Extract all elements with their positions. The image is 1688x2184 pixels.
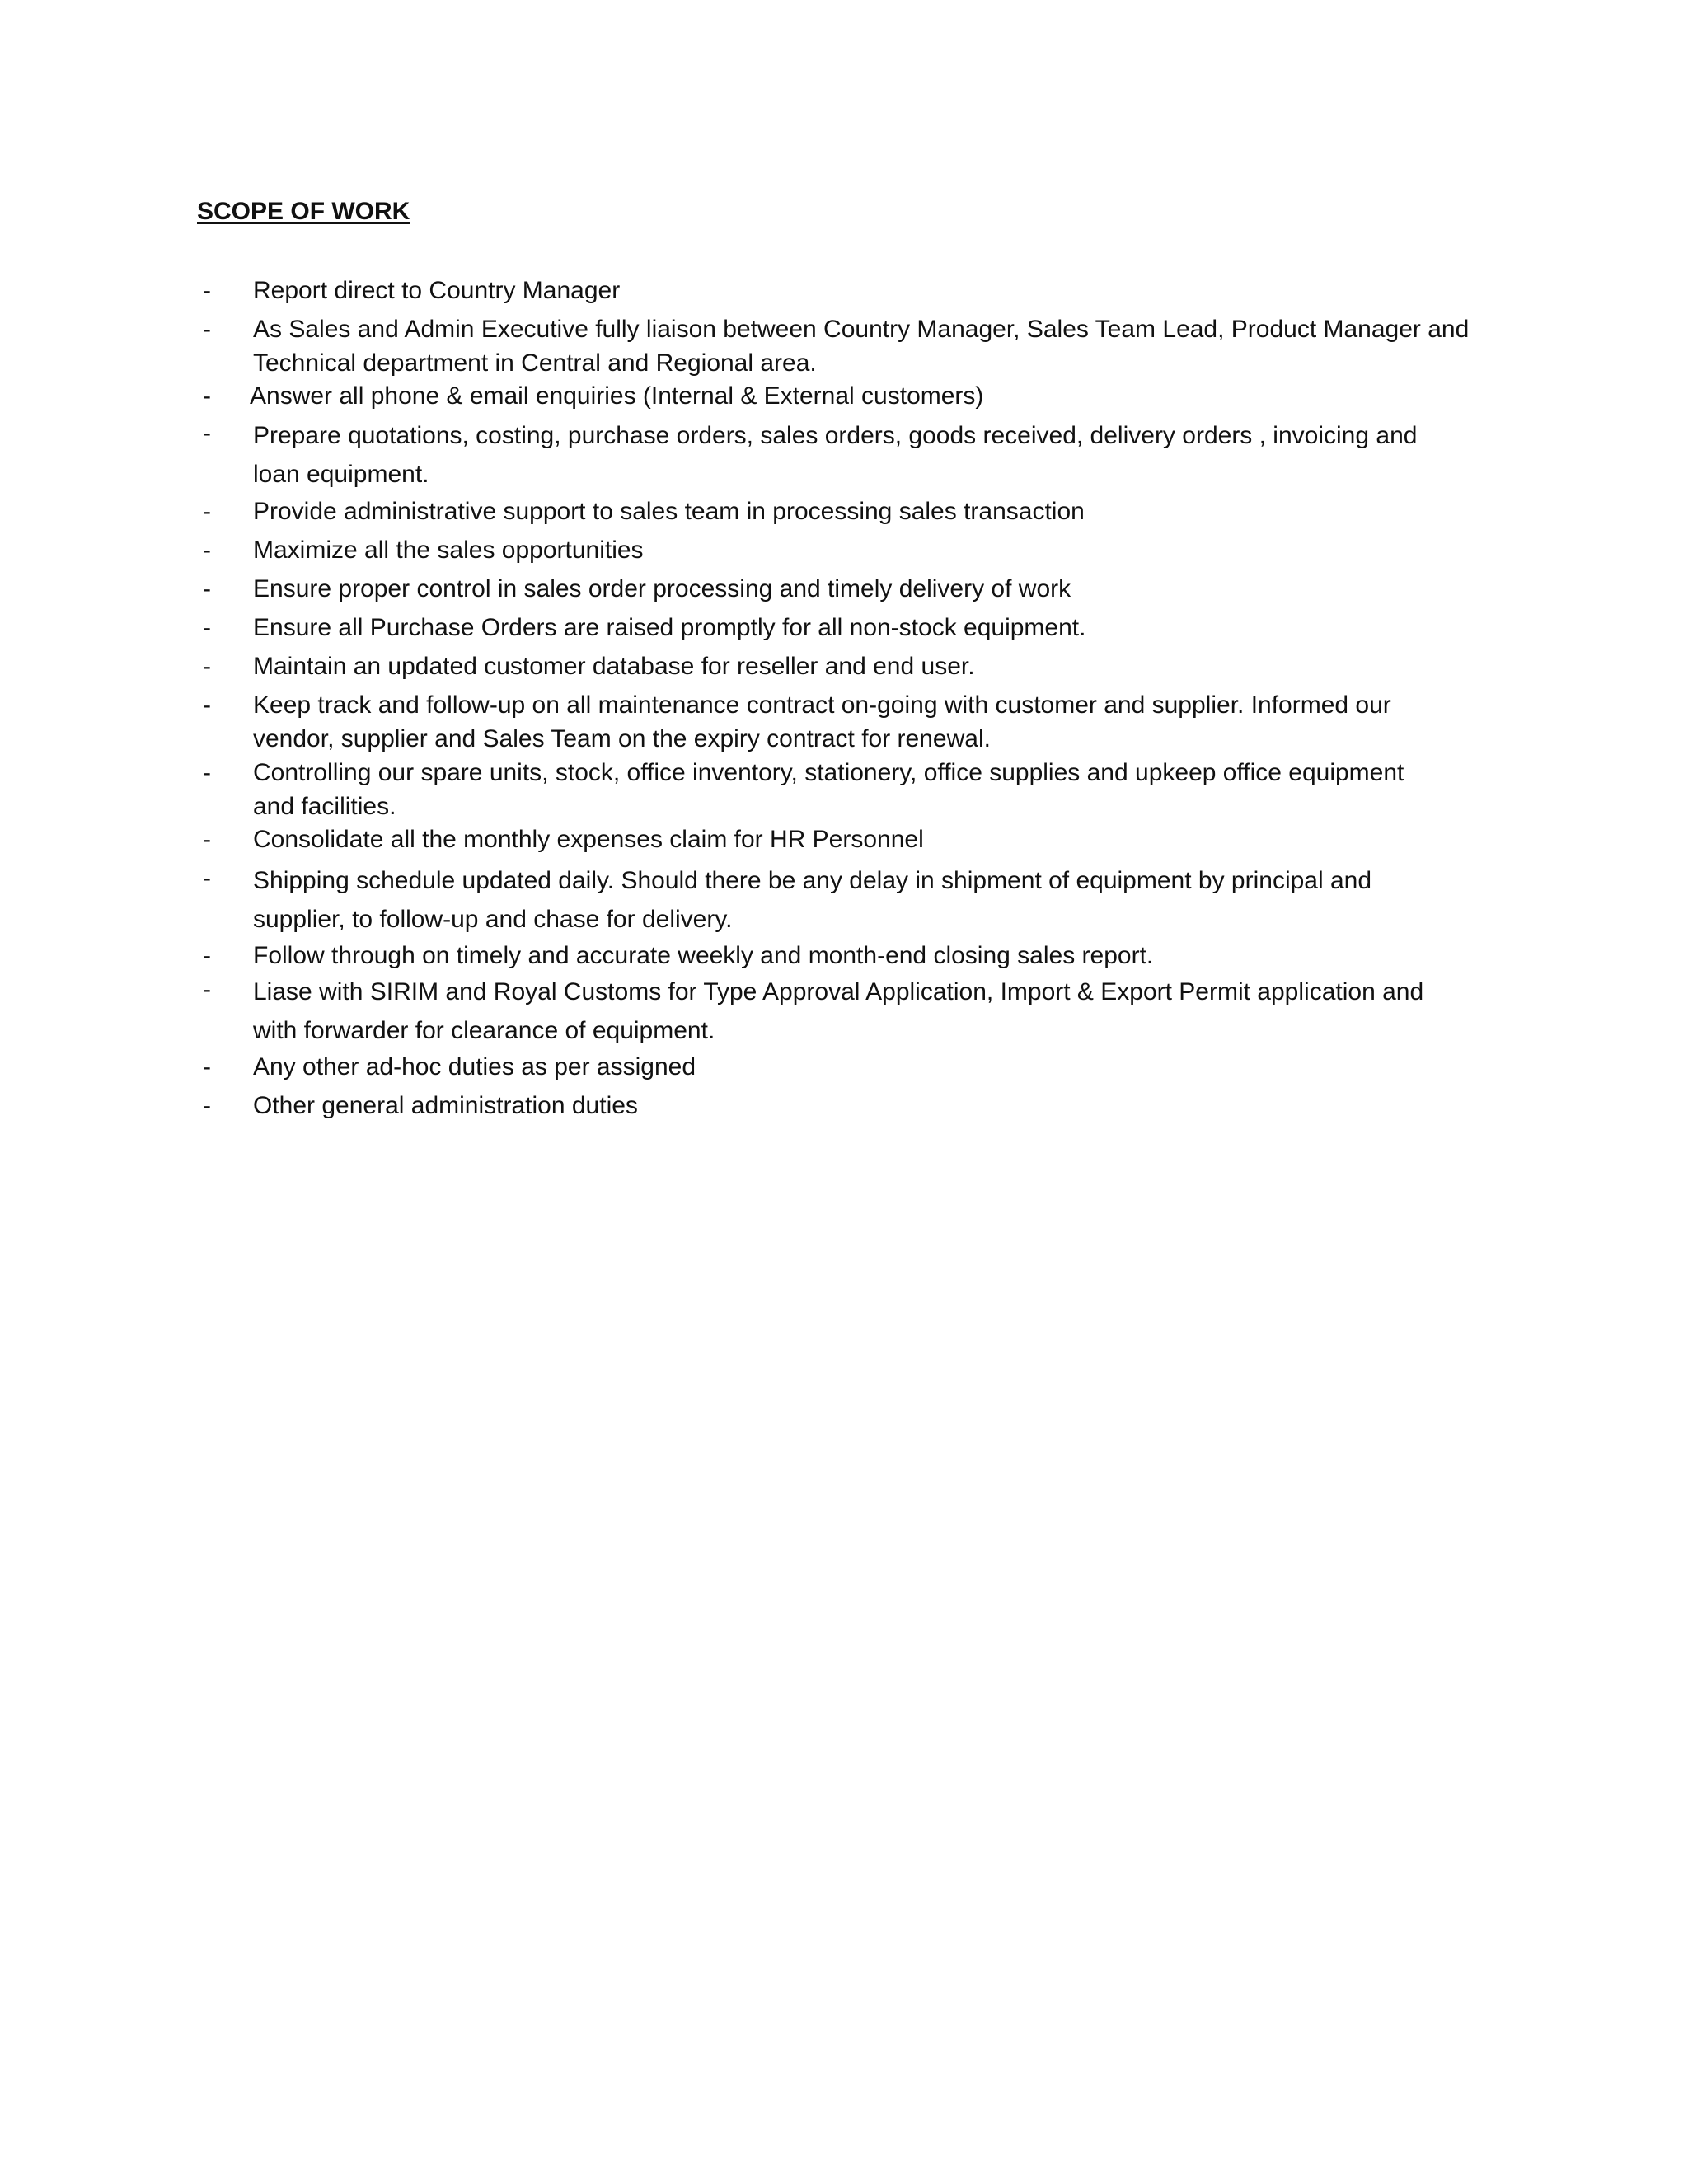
list-item-text: Report direct to Country Manager [253,277,621,304]
list-item-text: Ensure all Purchase Orders are raised promptly for all non-stock equipment. [253,614,1086,641]
list-item-text: Consolidate all the monthly expenses claim for HR Personnel [253,826,924,853]
bullet-dash: - [203,976,211,1003]
list-item-text: Answer all phone & email enquiries (Internal & External customers) [250,382,984,410]
list-item-text: Keep track and follow-up on all maintenance contract on-going with customer and supplier. Informed our vendor, supplier and Sales Team on the expiry contract for renewal. [253,691,1391,752]
list-item-text: Maximize all the sales opportunities [253,537,644,564]
bullet-dash: - [203,1053,211,1080]
bullet-dash: - [203,575,211,602]
bullet-dash: - [203,537,211,564]
bullet-dash: - [203,653,211,680]
bullet-dash: - [203,614,211,641]
document-title: SCOPE OF WORK [197,198,410,225]
bullet-dash: - [203,865,211,892]
bullet-dash: - [203,942,211,969]
bullet-dash: - [203,277,211,304]
bullet-dash: - [203,382,211,410]
bullet-dash: - [203,826,211,853]
bullet-dash: - [203,691,211,719]
list-item-text: Any other ad-hoc duties as per assigned [253,1053,696,1080]
list-item-text: As Sales and Admin Executive fully liaison between Country Manager, Sales Team Lead, Product Manager and Technical department in Central and Regional area. [253,316,1470,377]
list-item-text: Provide administrative support to sales team in processing sales transaction [253,498,1085,525]
bullet-dash: - [203,498,211,525]
list-item-text: Ensure proper control in sales order processing and timely delivery of work [253,575,1071,602]
list-item-text: Follow through on timely and accurate weekly and month-end closing sales report. [253,942,1154,969]
list-item-text: Liase with SIRIM and Royal Customs for Type Approval Application, Import & Export Permit application and with forwarder for clearance of equipment. [253,978,1424,1044]
list-item-text: Controlling our spare units, stock, office inventory, stationery, office supplies and upkeep office equipment and facilities. [253,759,1404,820]
list-item-text: Shipping schedule updated daily. Should there be any delay in shipment of equipment by principal and supplier, to follow-up and chase for delivery. [253,867,1372,933]
list-item-text: Other general administration duties [253,1092,638,1119]
list-item-text: Maintain an updated customer database for reseller and end user. [253,653,975,680]
bullet-dash: - [203,419,211,447]
bullet-dash: - [203,1092,211,1119]
list-item-text: Prepare quotations, costing, purchase orders, sales orders, goods received, delivery orders , invoicing and loan equipment. [253,422,1418,488]
bullet-dash: - [203,759,211,786]
bullet-dash: - [203,316,211,343]
